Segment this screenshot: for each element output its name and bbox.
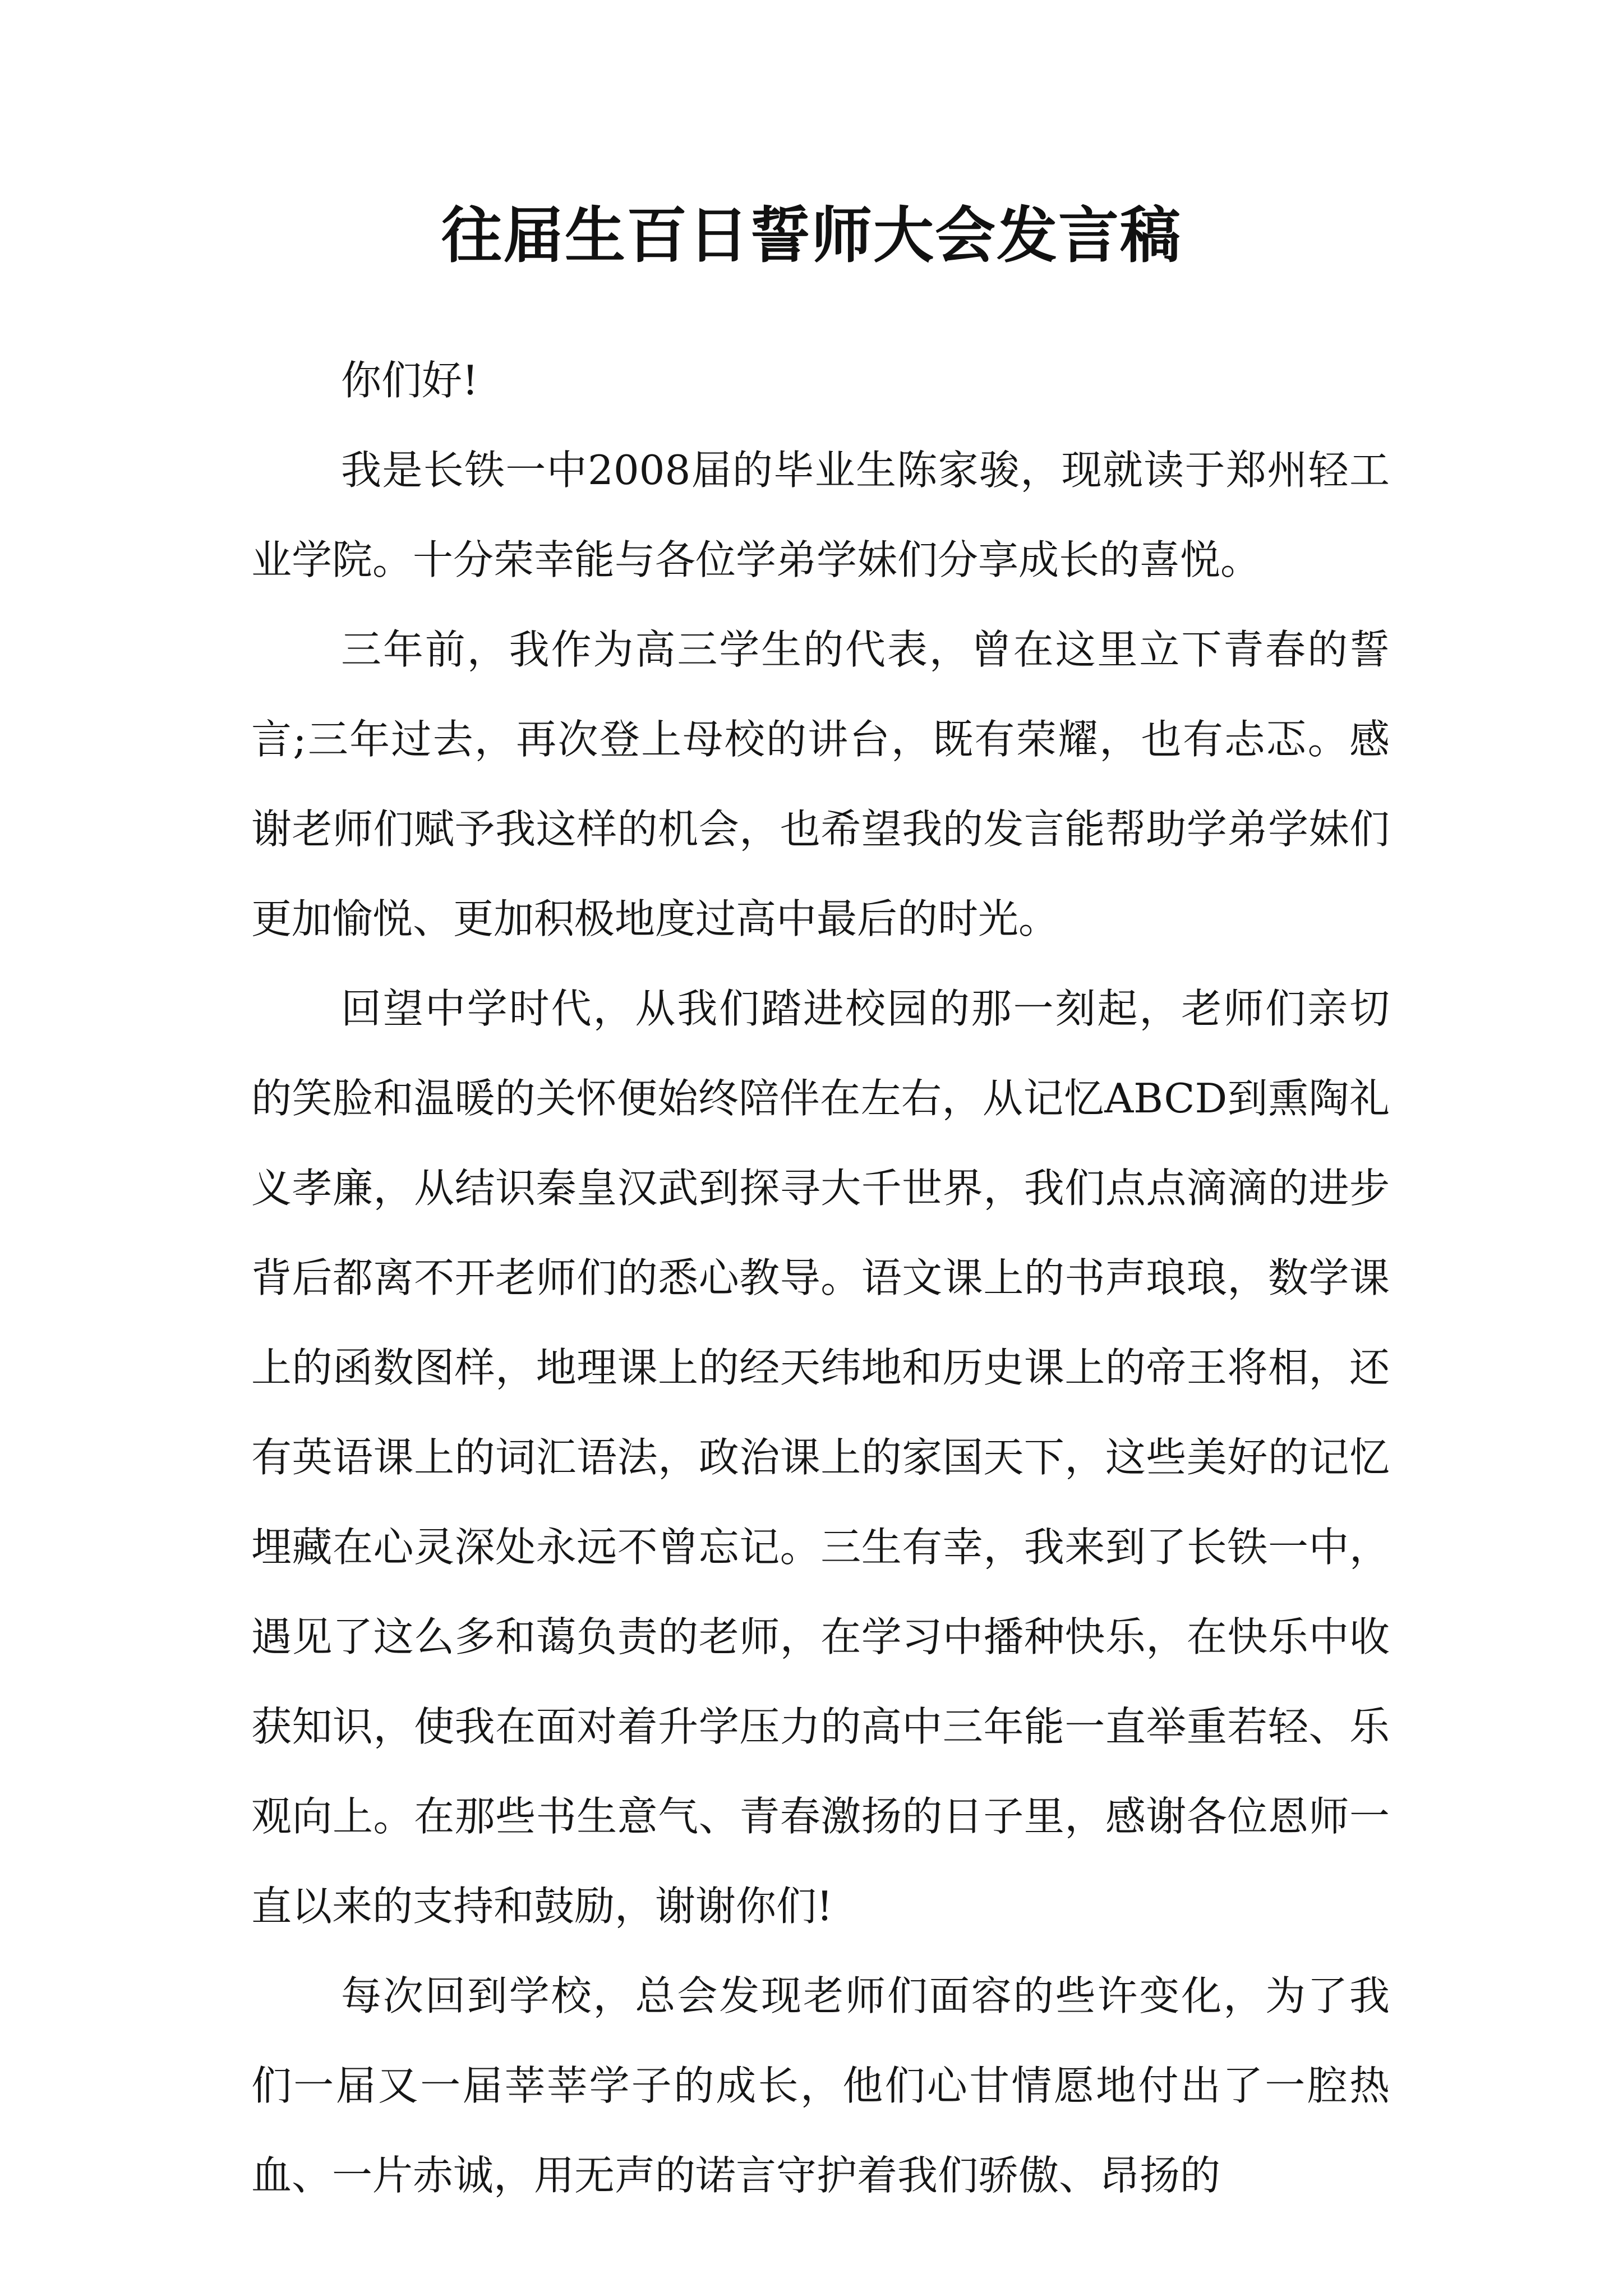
paragraph-three-years-ago: 三年前，我作为高三学生的代表，曾在这里立下青春的誓言;三年过去，再次登上母校的讲台，既有荣耀，也有忐忑。感谢老师们赋予我这样的机会，也希望我的发言能帮助学弟学妹们更加愉悦、更加积极地度过高中最后的时光。 (251, 626, 1390, 942)
paragraph-returning-to-school: 每次回到学校，总会发现老师们面容的些许变化，为了我们一届又一届莘莘学子的成长，他们心甘情愿地付出了一腔热血、一片赤诚，用无声的诺言守护着我们骄傲、昂扬的 (251, 1972, 1390, 2199)
paragraph-school-memories: 回望中学时代，从我们踏进校园的那一刻起，老师们亲切的笑脸和温暖的关怀便始终陪伴在左右，从记忆ABCD到熏陶礼义孝廉，从结识秦皇汉武到探寻大千世界，我们点点滴滴的进步背后都离不开老师们的悉心教导。语文课上的书声琅琅，数学课上的函数图样，地理课上的经天纬地和历史课上的帝王将相，还有英语课上的词汇语法，政治课上的家国天下，这些美好的记忆埋藏在心灵深处永远不曾忘记。三生有幸，我来到了长铁一中，遇见了这么多和蔼负责的老师，在学习中播种快乐，在快乐中收获知识，使我在面对着升学压力的高中三年能一直举重若轻、乐观向上。在那些书生意气、青春激扬的日子里，感谢各位恩师一直以来的支持和鼓励，谢谢你们! (251, 985, 1390, 1930)
document-body (251, 335, 1390, 2220)
paragraph-introduction: 我是长铁一中2008届的毕业生陈家骏，现就读于郑州轻工业学院。十分荣幸能与各位学弟学妹们分享成长的喜悦。 (251, 447, 1390, 583)
paragraph-greeting: 你们好! (341, 357, 478, 404)
document-title: 往届生百日誓师大会发言稿 (441, 200, 1182, 271)
